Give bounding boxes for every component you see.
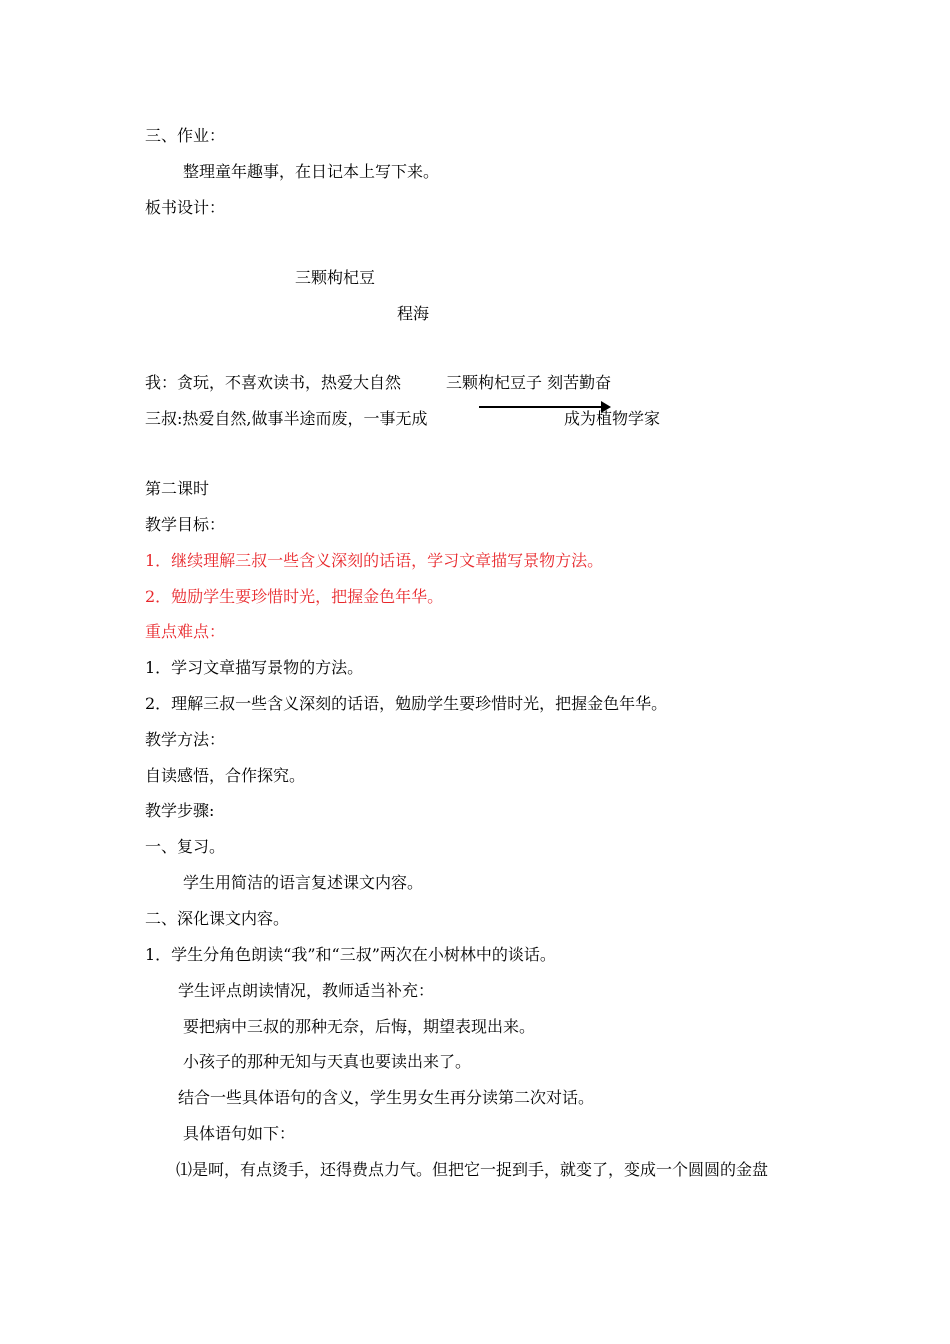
step-1-text: 学生用简洁的语言复述课文内容。: [183, 873, 424, 892]
item-1-a: 学生评点朗读情况，教师适当补充：: [178, 981, 435, 1000]
step-2: 二、深化课文内容。: [145, 909, 290, 928]
item-1-e: 具体语句如下：: [183, 1124, 296, 1143]
item-1: 1．学生分角色朗读“我”和“三叔”两次在小树林中的谈话。: [145, 945, 556, 964]
goal-2: 2．勉励学生要珍惜时光，把握金色年华。: [145, 587, 444, 606]
method-text: 自读感悟，合作探究。: [145, 766, 306, 785]
board-row2-left: 三叔:热爱自然,做事半途而废，一事无成: [145, 409, 428, 428]
step-1: 一、复习。: [145, 837, 226, 856]
method-heading: 教学方法：: [145, 730, 226, 749]
item-1-c: 小孩子的那种无知与天真也要读出来了。: [183, 1052, 472, 1071]
steps-heading: 教学步骤:: [145, 801, 215, 820]
goal-1: 1．继续理解三叔一些含义深刻的话语，学习文章描写景物方法。: [145, 551, 604, 570]
board-title: 三颗枸杞豆: [295, 268, 376, 287]
homework-heading: 三、作业：: [145, 126, 226, 145]
homework-task: 整理童年趣事，在日记本上写下来。: [183, 162, 440, 181]
board-author: 程海: [397, 304, 430, 323]
board-arrow: [479, 406, 603, 408]
key-points-heading: 重点难点：: [145, 622, 226, 641]
board-design-heading: 板书设计：: [145, 198, 226, 217]
board-row1-left: 我：贪玩，不喜欢读书，热爱大自然: [145, 373, 402, 392]
board-row1-right: 三颗枸杞豆子 刻苦勤奋: [446, 373, 612, 392]
board-row2-right: 成为植物学家: [564, 409, 661, 428]
goals-heading: 教学目标：: [145, 515, 226, 534]
item-1-f: ⑴是呵，有点烫手，还得费点力气。但把它一捉到手，就变了，变成一个圆圆的金盘: [176, 1160, 769, 1179]
item-1-d: 结合一些具体语句的含义，学生男女生再分读第二次对话。: [178, 1088, 595, 1107]
key-point-2: 2．理解三叔一些含义深刻的话语，勉励学生要珍惜时光，把握金色年华。: [145, 694, 668, 713]
lesson2-title: 第二课时: [145, 479, 210, 498]
item-1-b: 要把病中三叔的那种无奈，后悔，期望表现出来。: [183, 1017, 536, 1036]
key-point-1: 1．学习文章描写景物的方法。: [145, 658, 364, 677]
